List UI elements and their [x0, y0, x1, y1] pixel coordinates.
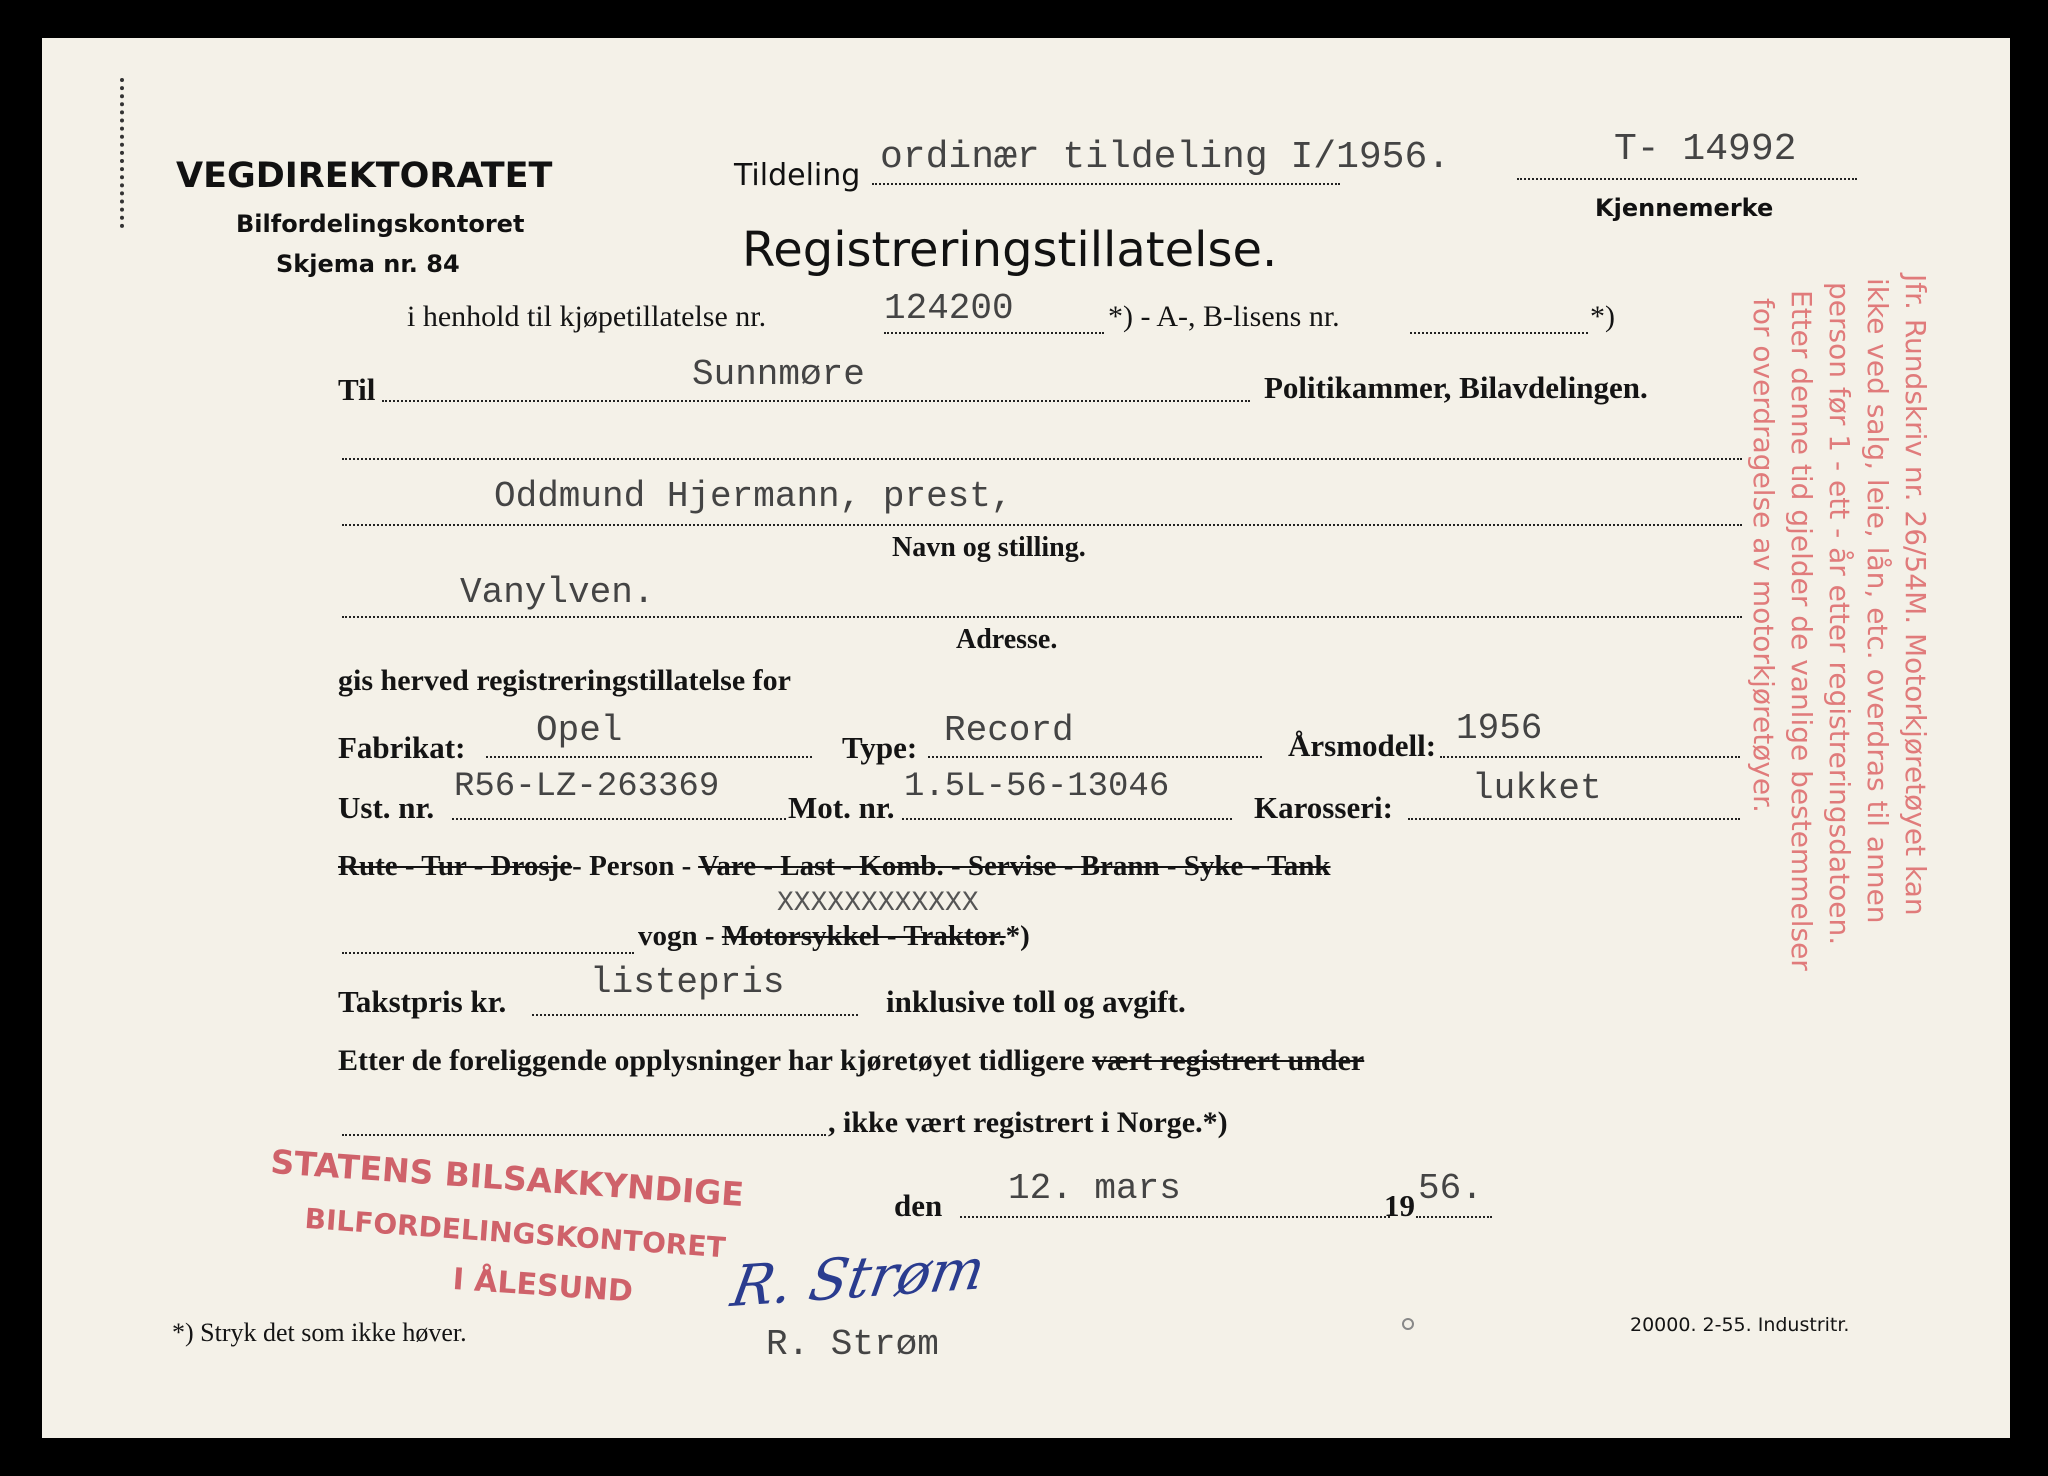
price-value: listepris: [590, 962, 785, 1003]
purchase-number: 124200: [884, 288, 1014, 329]
previous-line: [342, 1134, 826, 1136]
stamp-line-3: I ÅLESUND: [451, 1262, 634, 1310]
price-label: Takstpris kr.: [338, 984, 507, 1019]
name-line: [342, 524, 1742, 526]
type-line: [928, 756, 1262, 758]
mot-label: Mot. nr.: [788, 790, 895, 825]
kjennemerke-value: T- 14992: [1614, 128, 1797, 171]
side-note-line-5: for overdragelse av motorkjøretøyer.: [1747, 298, 1780, 813]
arsmodell-line: [1440, 756, 1740, 758]
schema-number: Skjema nr. 84: [276, 250, 460, 278]
office-name: Bilfordelingskontoret: [236, 210, 525, 238]
margin-mark: [120, 78, 136, 228]
til-line: [382, 400, 1250, 402]
kjennemerke-label: Kjennemerke: [1595, 194, 1774, 222]
stamp-line-2: BILFORDELINGSKONTORET: [303, 1202, 727, 1265]
side-note-line-4: Etter denne tid gjelder de vanlige bestemmelser: [1785, 290, 1818, 971]
org-name: VEGDIREKTORATET: [176, 156, 553, 196]
tildeling-label: Tildeling: [734, 158, 861, 193]
til-label: Til: [338, 372, 376, 407]
form-title: Registreringstillatelse.: [742, 222, 1278, 278]
blisens-line: [1410, 332, 1588, 334]
category-overtype: XXXXXXXXXXXX: [777, 888, 979, 919]
til-value: Sunnmøre: [692, 354, 865, 395]
permit-intro: gis herved registreringstillatelse for: [338, 664, 791, 697]
footnote: *) Stryk det som ikke høver.: [172, 1318, 467, 1347]
price-suffix: inklusive toll og avgift.: [886, 984, 1186, 1019]
tildeling-value: ordinær tildeling I/1956.: [880, 136, 1451, 179]
previous-line-1: [338, 1044, 1364, 1078]
signature-scribble: R. Strøm: [726, 1236, 990, 1321]
purchase-prefix: i henhold til kjøpetillatelse nr.: [407, 300, 767, 333]
date-day-month: 12. mars: [1008, 1168, 1181, 1209]
fabrikat-line: [486, 756, 812, 758]
fabrikat-label: Fabrikat:: [338, 730, 466, 765]
blank-line: [342, 458, 1742, 460]
purchase-middle: *) - A-, B-lisens nr.: [1108, 300, 1340, 333]
arsmodell-value: 1956: [1456, 708, 1543, 749]
category-struck-b: Vare - Last - Komb. - Servise - Brann - Syke - Tank: [698, 850, 1331, 882]
ust-value: R56-LZ-263369: [454, 768, 720, 806]
side-note-line-2: ikke ved salg, leie, lån, etc. overdras til annen: [1861, 278, 1894, 924]
fabrikat-value: Opel: [536, 710, 623, 751]
purchase-number-line: [884, 332, 1104, 334]
small-dot: [1402, 1318, 1414, 1330]
til-suffix: Politikammer, Bilavdelingen.: [1264, 370, 1648, 405]
karosseri-line: [1408, 818, 1740, 820]
tildeling-line: [872, 183, 1340, 185]
vogn-label: [638, 920, 1030, 953]
vogn-text: vogn -: [638, 920, 715, 952]
mot-value: 1.5L-56-13046: [904, 768, 1170, 806]
type-label: Type:: [842, 730, 918, 765]
date-year-prefix: 19: [1384, 1188, 1415, 1223]
previous-struck: vært registrert under: [1092, 1044, 1365, 1077]
ust-label: Ust. nr.: [338, 790, 435, 825]
date-den-label: den: [894, 1188, 943, 1223]
address-label: Adresse.: [956, 624, 1058, 655]
date-year-value: 56.: [1418, 1168, 1483, 1209]
previous-line-2: , ikke vært registrert i Norge.*): [828, 1106, 1228, 1139]
price-line: [532, 1014, 858, 1016]
name-label: Navn og stilling.: [892, 532, 1086, 563]
vehicle-categories: [338, 850, 1331, 883]
category-kept: - Person -: [572, 850, 692, 882]
name-value: Oddmund Hjermann, prest,: [494, 476, 1013, 517]
karosseri-value: lukket: [1472, 768, 1602, 809]
signature-typed: R. Strøm: [766, 1324, 939, 1365]
kjennemerke-line: [1517, 178, 1857, 180]
vogn-end: *): [1005, 920, 1030, 952]
previous-text: Etter de foreliggende opplysninger har kjøretøyet tidligere: [338, 1044, 1085, 1077]
category-struck-a: Rute - Tur - Drosje: [338, 850, 573, 882]
date-year-line: [1416, 1216, 1492, 1218]
side-note-line-1: Jfr. Rundskriv nr. 26/54M. Motorkjøretøyet kan: [1899, 274, 1932, 916]
ust-line: [452, 818, 786, 820]
type-value: Record: [944, 710, 1074, 751]
arsmodell-label: Årsmodell:: [1288, 728, 1437, 763]
registration-permit-form: [42, 38, 2010, 1438]
address-value: Vanylven.: [460, 572, 655, 613]
printer-mark: 20000. 2-55. Industritr.: [1630, 1314, 1850, 1336]
date-line: [960, 1216, 1390, 1218]
address-line: [342, 616, 1742, 618]
side-note-line-3: person før 1 - ett - år etter registreringsdatoen.: [1823, 282, 1856, 946]
stamp-line-1: STATENS BILSAKKYNDIGE: [269, 1142, 746, 1214]
karosseri-label: Karosseri:: [1254, 790, 1393, 825]
mot-line: [902, 818, 1232, 820]
purchase-suffix: *): [1590, 300, 1615, 333]
vogn-line: [342, 952, 634, 954]
category-struck-c: Motorsykkel - Traktor.: [721, 920, 1006, 952]
